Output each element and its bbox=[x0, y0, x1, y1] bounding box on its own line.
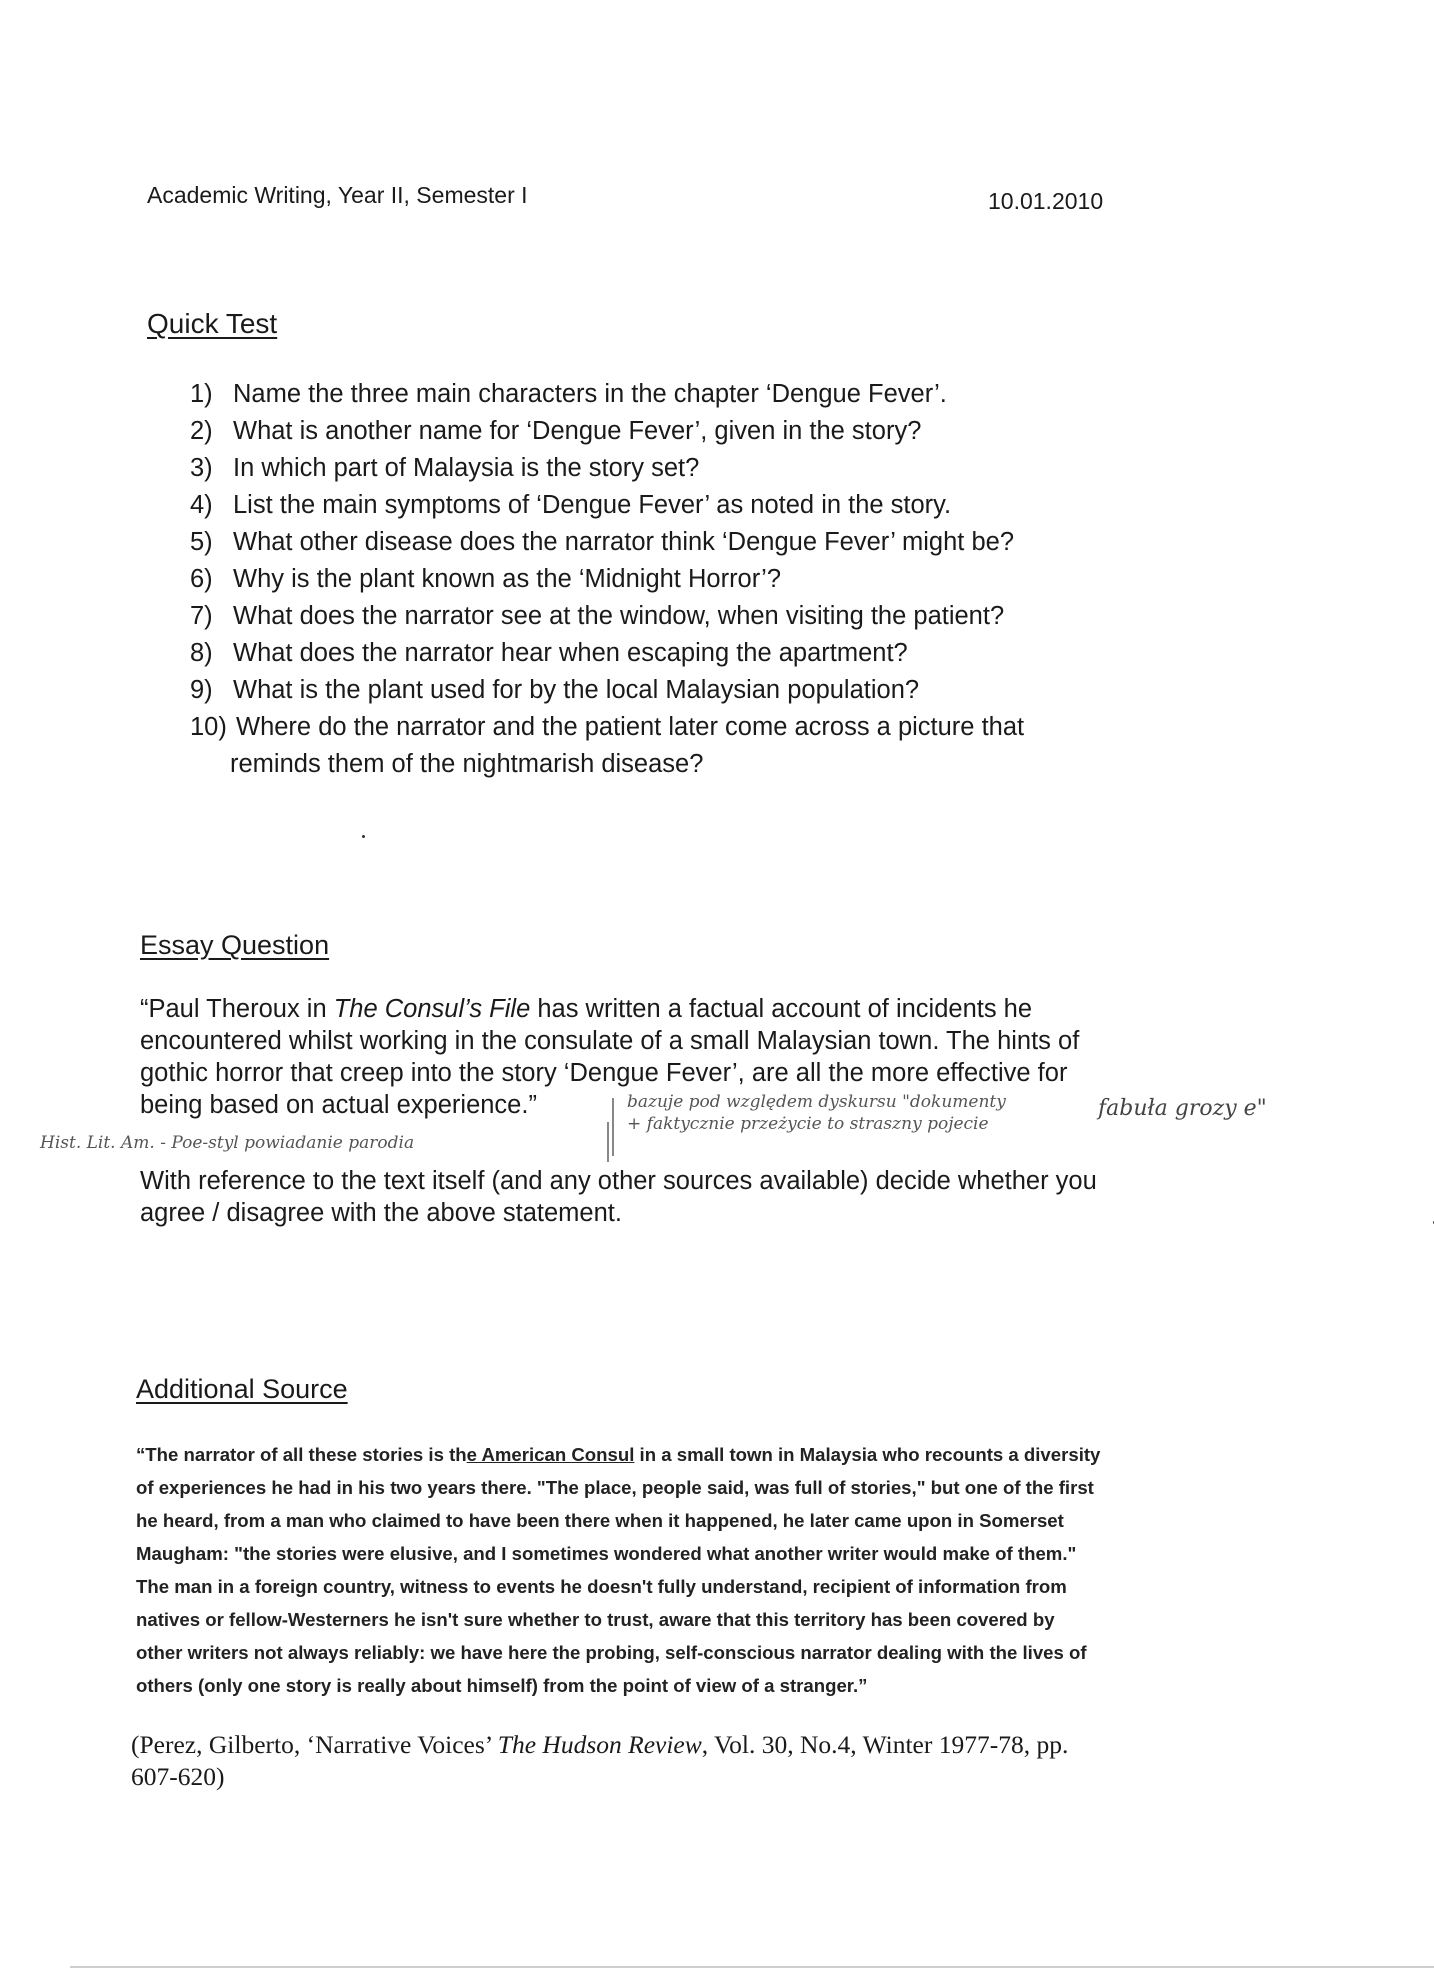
source-citation bbox=[131, 1729, 1068, 1793]
handwritten-margin-note: Hist. Lit. Am. - Poe-styl powiadanie parodia bbox=[40, 1133, 415, 1153]
scan-edge-line bbox=[70, 1966, 1434, 1968]
essay-line: encountered whilst working in the consulate of a small Malaysian town. The hints of bbox=[140, 1027, 1080, 1055]
source-line: The man in a foreign country, witness to events he doesn't fully understand, recipient of information from bbox=[136, 1576, 1067, 1597]
question-item: 2) What is another name for ‘Dengue Fever’, given in the story? bbox=[190, 417, 922, 445]
question-item: 3) In which part of Malaysia is the story set? bbox=[190, 454, 700, 482]
source-line: he heard, from a man who claimed to have been there when it happened, he later came upon in Somerset bbox=[136, 1510, 1064, 1531]
essay-line: being based on actual experience.” bbox=[140, 1091, 537, 1119]
essay-question-heading: Essay Question bbox=[140, 930, 330, 960]
handwritten-note-bottom: + faktycznie przeżycie to straszny pojecie bbox=[627, 1114, 989, 1134]
question-item: 4) List the main symptoms of ‘Dengue Fever’ as noted in the story. bbox=[190, 491, 952, 519]
essay-line: With reference to the text itself (and any other sources available) decide whether you bbox=[140, 1167, 1097, 1195]
quick-test-heading: Quick Test bbox=[147, 308, 278, 339]
question-item: 6) Why is the plant known as the ‘Midnight Horror’? bbox=[190, 565, 782, 593]
question-item: 8) What does the narrator hear when escaping the apartment? bbox=[190, 639, 908, 667]
handwritten-note-top: bazuje pod względem dyskursu "dokumenty bbox=[627, 1092, 1006, 1112]
source-line: others (only one story is really about himself) from the point of view of a stranger.” bbox=[136, 1675, 868, 1696]
question-item: 1) Name the three main characters in the chapter ‘Dengue Fever’. bbox=[190, 380, 947, 408]
handwritten-bracket bbox=[612, 1098, 614, 1156]
quick-test-questions bbox=[190, 376, 1024, 783]
source-line: other writers not always reliably: we have here the probing, self-conscious narrator dealing with the lives of bbox=[136, 1642, 1087, 1663]
additional-source-heading: Additional Source bbox=[136, 1374, 348, 1404]
document-date: 10.01.2010 bbox=[988, 188, 1104, 214]
journal-title: The Hudson Review bbox=[497, 1730, 702, 1759]
source-line: “The narrator of all these stories is the American Consul in a small town in Malaysia who recounts a diversity bbox=[136, 1444, 1101, 1465]
book-title: The Consul’s File bbox=[333, 995, 531, 1023]
source-line: Maugham: "the stories were elusive, and I sometimes wondered what another writer would make of them." bbox=[136, 1543, 1077, 1564]
essay-line: “Paul Theroux in The Consul’s File has written a factual account of incidents he bbox=[140, 995, 1033, 1023]
handwritten-note-right: fabuła grozy e" bbox=[1098, 1096, 1267, 1121]
question-item: 5) What other disease does the narrator think ‘Dengue Fever’ might be? bbox=[190, 528, 1015, 556]
additional-source-quote bbox=[136, 1438, 1206, 1702]
question-item: 10) Where do the narrator and the patient later come across a picture that bbox=[190, 713, 1025, 741]
scan-speck bbox=[362, 835, 365, 838]
essay-line: gothic horror that creep into the story ‘Dengue Fever’, are all the more effective for bbox=[140, 1059, 1068, 1087]
question-item: 7) What does the narrator see at the window, when visiting the patient? bbox=[190, 602, 1005, 630]
source-line: natives or fellow-Westerners he isn't sure whether to trust, aware that this territory has been covered by bbox=[136, 1609, 1055, 1630]
source-line: of experiences he had in his two years there. "The place, people said, was full of stories," but one of the first bbox=[136, 1477, 1094, 1498]
citation-line: 607-620) bbox=[131, 1762, 225, 1791]
essay-line: agree / disagree with the above statement. bbox=[140, 1199, 622, 1227]
question-continuation: reminds them of the nightmarish disease? bbox=[230, 750, 704, 778]
course-header: Academic Writing, Year II, Semester I bbox=[147, 182, 528, 208]
question-item: 9) What is the plant used for by the local Malaysian population? bbox=[190, 676, 920, 704]
handwritten-bracket bbox=[607, 1122, 609, 1162]
citation-line: (Perez, Gilberto, ‘Narrative Voices’ The Hudson Review, Vol. 30, No.4, Winter 1977-78, pp. bbox=[131, 1730, 1069, 1759]
